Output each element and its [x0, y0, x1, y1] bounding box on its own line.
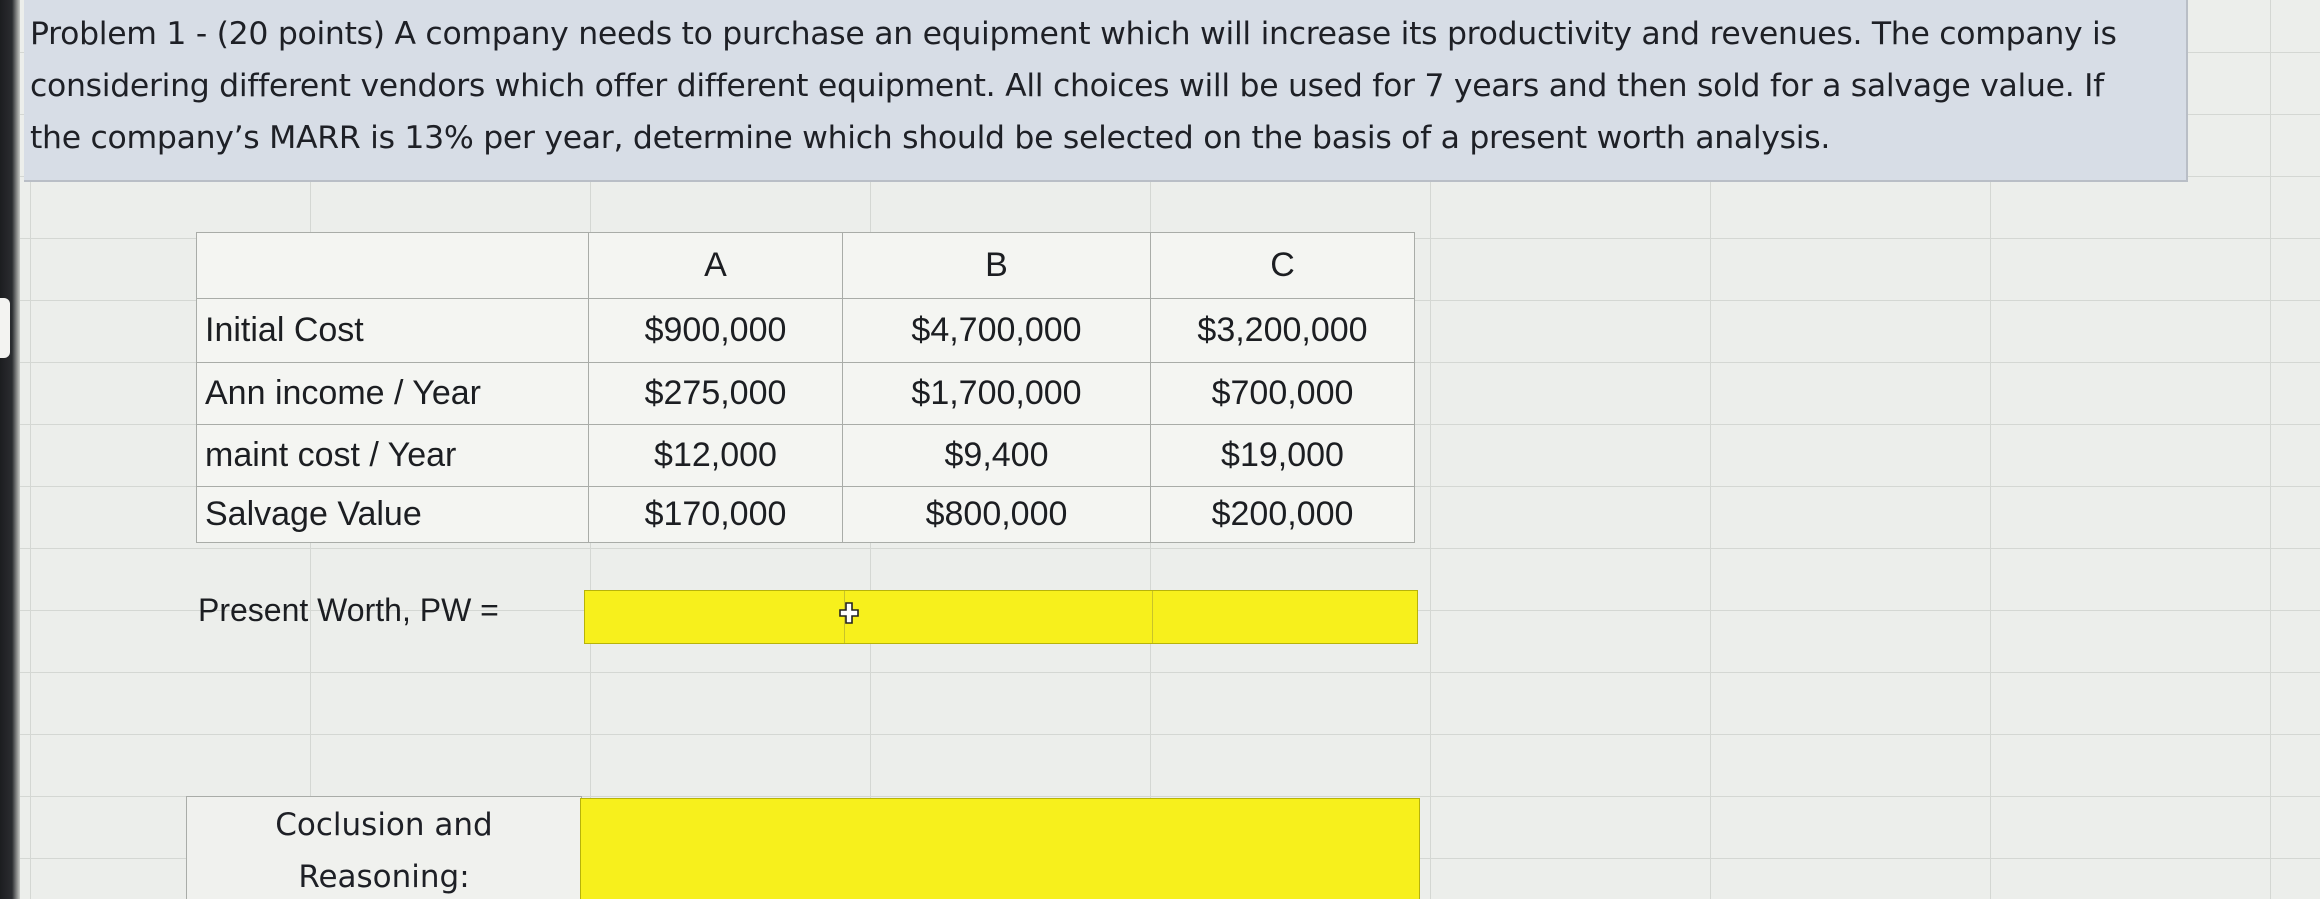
row-label-salvage-value[interactable]: Salvage Value	[197, 487, 589, 543]
header-cell-a[interactable]: A	[589, 233, 843, 299]
cell-maint-cost-a[interactable]: $12,000	[589, 425, 843, 487]
cell-initial-cost-a[interactable]: $900,000	[589, 299, 843, 363]
screen-left-bezel	[0, 0, 20, 899]
cell-maint-cost-b[interactable]: $9,400	[843, 425, 1151, 487]
present-worth-cell-c[interactable]	[1153, 591, 1417, 643]
cell-initial-cost-b[interactable]: $4,700,000	[843, 299, 1151, 363]
table-header-row	[197, 233, 1415, 299]
problem-line-2: considering different vendors which offer different equipment. All choices will be used for 7 years and then sold for a salvage value. If	[30, 68, 2104, 104]
present-worth-cell-b[interactable]	[845, 591, 1153, 643]
present-worth-input-row	[584, 590, 1418, 644]
screen-edge-glare	[0, 298, 10, 358]
problem-statement	[24, 0, 2188, 182]
header-cell-c[interactable]: C	[1151, 233, 1415, 299]
header-cell-empty[interactable]	[197, 233, 589, 299]
conclusion-label-box	[186, 796, 582, 899]
table-row-salvage-value	[197, 487, 1415, 543]
present-worth-label: Present Worth, PW =	[198, 592, 499, 628]
row-label-initial-cost[interactable]: Initial Cost	[197, 299, 589, 363]
cell-annual-income-c[interactable]: $700,000	[1151, 363, 1415, 425]
cell-annual-income-b[interactable]: $1,700,000	[843, 363, 1151, 425]
table-row-maint-cost	[197, 425, 1415, 487]
conclusion-label-line-1: Coclusion and	[275, 807, 493, 843]
row-label-maint-cost[interactable]: maint cost / Year	[197, 425, 589, 487]
cell-initial-cost-c[interactable]: $3,200,000	[1151, 299, 1415, 363]
cell-salvage-value-b[interactable]: $800,000	[843, 487, 1151, 543]
cell-maint-cost-c[interactable]: $19,000	[1151, 425, 1415, 487]
problem-line-3: the company’s MARR is 13% per year, determine which should be selected on the basis of a present worth analysis.	[30, 120, 1831, 156]
problem-line-1: Problem 1 - (20 points) A company needs to purchase an equipment which will increase its productivity and revenues. The company is	[30, 16, 2117, 52]
cell-salvage-value-a[interactable]: $170,000	[589, 487, 843, 543]
cell-annual-income-a[interactable]: $275,000	[589, 363, 843, 425]
conclusion-answer-cell[interactable]	[580, 798, 1420, 899]
cell-select-cross-icon	[839, 601, 859, 625]
vendor-comparison-table	[196, 232, 1415, 543]
row-label-annual-income[interactable]: Ann income / Year	[197, 363, 589, 425]
header-cell-b[interactable]: B	[843, 233, 1151, 299]
table-row-annual-income	[197, 363, 1415, 425]
table-row-initial-cost	[197, 299, 1415, 363]
conclusion-label-line-2: Reasoning:	[298, 859, 470, 895]
present-worth-cell-a[interactable]	[585, 591, 845, 643]
cell-salvage-value-c[interactable]: $200,000	[1151, 487, 1415, 543]
